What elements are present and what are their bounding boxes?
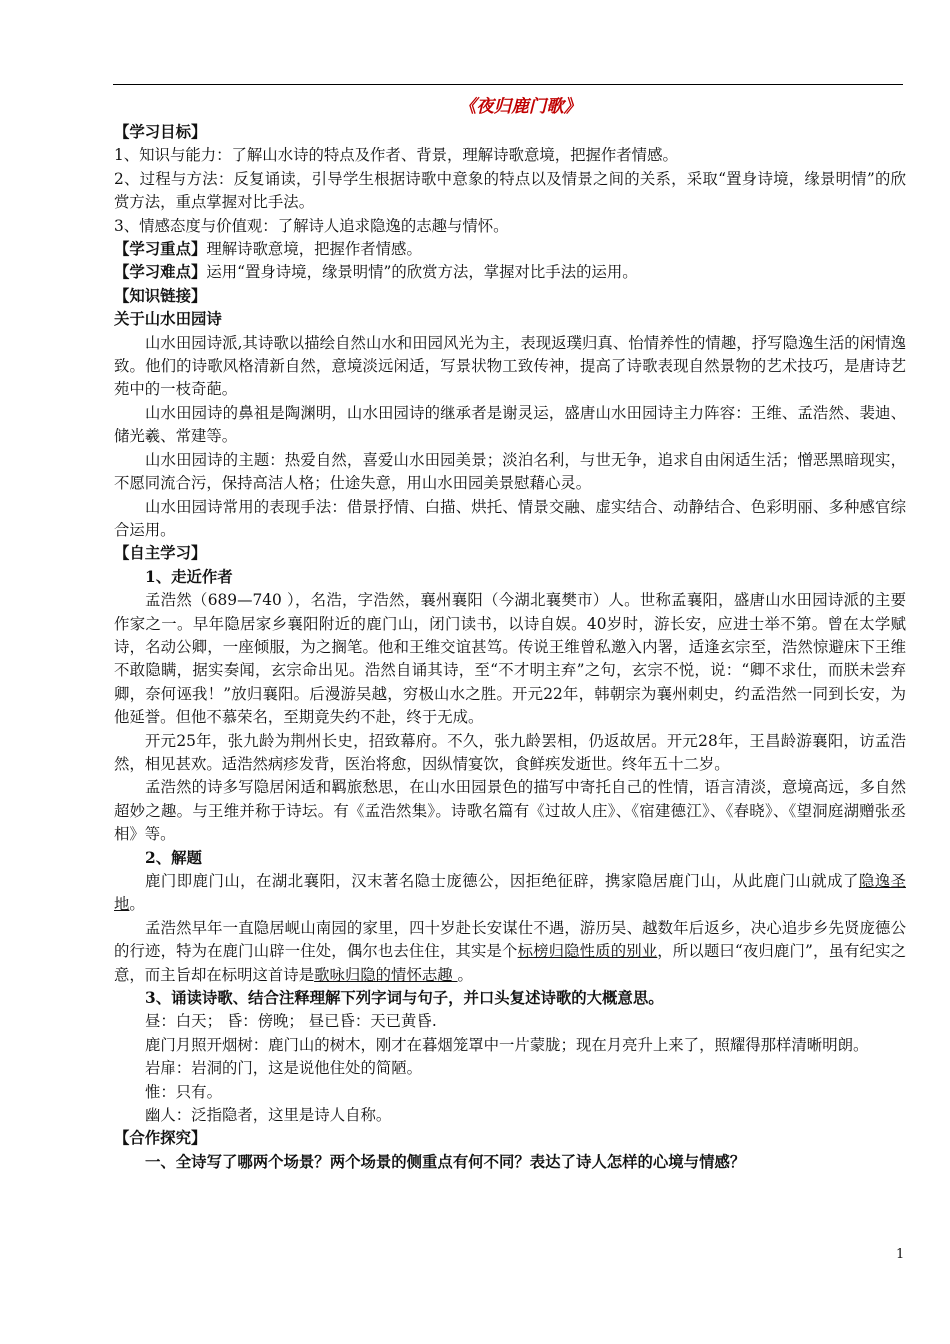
title-explanation-paragraph-2 — [114, 917, 906, 987]
section-heading-cooperation: 【合作探究】 — [114, 1129, 207, 1148]
title-para1-underline: 隐逸圣地 — [114, 872, 906, 914]
title-para2-underline-1: 标榜归隐性质的别业 — [517, 942, 658, 961]
difficulty-line — [114, 261, 906, 284]
knowledge-paragraph-1: 山水田园诗派,其诗歌以描绘自然山水和田园风光为主，表现返璞归真、怡情养性的情趣，抒写隐逸生活的闲情逸致。他们的诗歌风格清新自然，意境淡远闲适，写景状物工致传神，提高了诗歌表现自然景物的艺术技巧，是唐诗艺苑中的一枝奇葩。 — [114, 333, 906, 399]
document-title: 《夜归鹿门歌》 — [458, 97, 582, 117]
header-rule — [113, 84, 903, 85]
gloss-line-4: 惟：只有。 — [145, 1082, 222, 1101]
reading-heading: 3、诵读诗歌、结合注释理解下列字词与句子，并口头复述诗歌的大概意思。 — [145, 989, 664, 1008]
title-para2-text-a: 孟浩然早年一直隐居岘山南园的家里，四十岁赴长安谋仕不遇，游历吴、越数年后返乡，决心追步乡先贤庞德公的行迹，特为在鹿门山辟一住处，偶尔也去住住，其实是个 — [114, 918, 906, 961]
title-para2-underline-2: 歌咏归隐的情怀志趣 — [314, 965, 458, 984]
goal-item-1: 1、知识与能力：了解山水诗的特点及作者、背景，理解诗歌意境，把握作者情感。 — [114, 146, 678, 165]
cooperation-question-1: 一、全诗写了哪两个场景？两个场景的侧重点有何不同？表达了诗人怎样的心境与情感？ — [145, 1152, 746, 1171]
goal-item-3: 3、情感态度与价值观：了解诗人追求隐逸的志趣与情怀。 — [114, 216, 509, 235]
title-explanation-paragraph-1 — [114, 870, 906, 917]
knowledge-paragraph-3: 山水田园诗的主题：热爱自然，喜爱山水田园美景；淡泊名利，与世无争，追求自由闲适生活；憎恶黑暗现实，不愿同流合污，保持高洁人格；仕途失意，用山水田园美景慰藉心灵。 — [114, 450, 906, 493]
title-para1-text: 鹿门即鹿门山，在湖北襄阳，汉末著名隐士庞德公，因拒绝征辟，携家隐居鹿门山，从此鹿门山就成了 — [145, 872, 859, 890]
gloss-line-3: 岩扉：岩洞的门，这是说他住处的简陋。 — [145, 1059, 423, 1078]
section-heading-key: 【学习重点】 — [114, 240, 207, 259]
difficulty-text: 运用“置身诗境，缘景明情”的欣赏方法，掌握对比手法的运用。 — [206, 263, 638, 282]
author-paragraph-3: 孟浩然的诗多写隐居闲适和羁旅愁思，在山水田园景色的描写中寄托自己的性情，语言清淡，意境高远，多自然超妙之趣。与王维并称于诗坛。有《孟浩然集》。诗歌名篇有《过故人庄》、《宿建德江》、《春晓》、《望洞庭湖赠张丞相》等。 — [114, 778, 906, 844]
title-explanation-heading: 2、解题 — [145, 848, 202, 867]
section-heading-goals: 【学习目标】 — [114, 123, 207, 141]
title-para2-text-b: ，所以题曰“夜归鹿门”，虽有纪实之意，而主旨却在标明这首诗是 — [114, 942, 906, 984]
gloss-line-1: 昼：白天； 昏：傍晚； 昼已昏：天已黄昏. — [145, 1012, 437, 1031]
author-paragraph-1: 孟浩然（689—740 ），名浩，字浩然，襄州襄阳（今湖北襄樊市）人。世称孟襄阳，盛唐山水田园诗派的主要作家之一。早年隐居家乡襄阳附近的鹿门山，闭门读书，以诗自娱。40岁时，游长安，应进士举不第。曾在太学赋诗，名动公卿，一座倾服，为之搁笔。他和王维交谊甚笃。传说王维曾私邀入内署，适逢玄宗至，浩然惊避床下王维不敢隐瞒，据实奏闻，玄宗命出见。浩然自诵其诗，至“不才明主弃”之句，玄宗不悦，说：“卿不求仕，而朕未尝弃卿，奈何诬我！”放归襄阳。后漫游吴越，穷极山水之胜。开元22年，韩朝宗为襄州刺史，约孟浩然一同到长安，为他延誉。但他不慕荣名，至期竟失约不赴，终于无成。 — [114, 591, 906, 727]
knowledge-paragraph-2: 山水田园诗的鼻祖是陶渊明，山水田园诗的继承者是谢灵运，盛唐山水田园诗主力阵容：王维、孟浩然、裴迪、 储光羲、常建等。 — [114, 403, 906, 446]
gloss-line-5: 幽人：泛指隐者，这里是诗人自称。 — [145, 1106, 392, 1125]
goal-item-2: 2、过程与方法：反复诵读，引导学生根据诗歌中意象的特点以及情景之间的关系，采取“置身诗境，缘景明情”的欣赏方法，重点掌握对比手法。 — [114, 169, 906, 212]
section-heading-difficulty: 【学习难点】 — [114, 263, 207, 282]
author-paragraph-2: 开元25年，张九龄为荆州长史，招致幕府。不久，张九龄罢相，仍返故居。开元28年，王昌龄游襄阳，访孟浩然，相见甚欢。适浩然病疹发背，医治将愈，因纵情宴饮，食鲜疾发逝世。终年五十二岁。 — [114, 731, 906, 773]
title-para2-text-c: 。 — [457, 965, 473, 984]
gloss-line-2: 鹿门月照开烟树：鹿门山的树木，刚才在暮烟笼罩中一片蒙胧；现在月亮升上来了，照耀得那样清晰明朗。 — [145, 1035, 869, 1054]
document-page — [114, 94, 906, 1174]
title-para1-end: 。 — [129, 895, 145, 914]
knowledge-paragraph-4: 山水田园诗常用的表现手法：借景抒情、白描、烘托、情景交融、虚实结合、动静结合、色彩明丽、多种感官综合运用。 — [114, 497, 906, 539]
knowledge-subheading: 关于山水田园诗 — [114, 310, 222, 329]
author-heading: 1、走近作者 — [145, 567, 233, 586]
page-number: 1 — [896, 1247, 905, 1262]
section-heading-knowledge: 【知识链接】 — [114, 286, 207, 305]
key-point-text: 理解诗歌意境，把握作者情感。 — [206, 240, 422, 259]
key-point-line — [114, 238, 906, 261]
section-heading-self-study: 【自主学习】 — [114, 544, 207, 563]
